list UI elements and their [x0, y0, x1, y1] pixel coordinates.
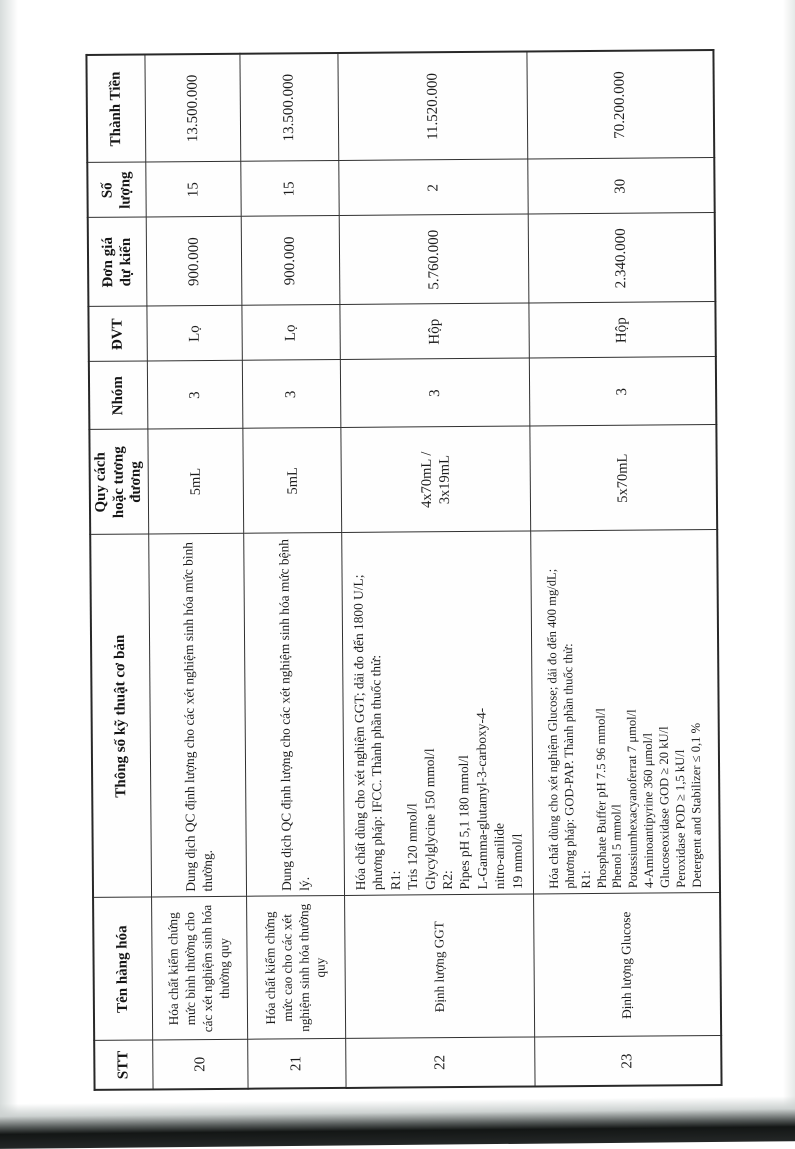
cell-quantity: 15	[146, 162, 241, 218]
table-row	[145, 54, 248, 1090]
cell-unit: Hộp	[529, 302, 715, 358]
column-header-pack: Quy cách hoặc tương đương	[89, 429, 148, 534]
cell-group: 3	[340, 358, 530, 427]
cell-name: Định lượng GGT	[345, 894, 535, 1038]
cell-unit: Lọ	[242, 305, 340, 361]
cell-unit: Lọ	[147, 306, 242, 362]
cell-unit-price: 5.760.000	[339, 214, 529, 304]
cell-total: 70.200.000	[527, 50, 714, 159]
cell-stt: 23	[535, 1036, 721, 1086]
table-row	[240, 53, 346, 1089]
scan-edge-right	[783, 0, 795, 1123]
cell-unit-price: 900.000	[241, 216, 340, 306]
table-row	[527, 50, 721, 1086]
cell-specs: Dung dịch QC định lượng cho các xét nghiệm sinh hóa mức bệnh lý.	[244, 533, 345, 897]
cell-specs: Hóa chất dùng cho xét nghiệm Glucose; dải đo đến 400 mg/dL; phương pháp: GOD-PAP. Thành phần thuốc thử: R1: Phosphate Buffer pH 7.5 96 mmol/l Phenol 5 mmol/l Potassiumhexacyanoferrat 7 μmol/l 4-Aminoantipyrine 360 μmol/l Glucoseoxidase GOD ≥ 20 kU/l Peroxidase POD ≥ 1,5 kU/l Detergent and Stabilizer ≤ 0,1 %	[531, 530, 720, 894]
column-header-stt: STT	[94, 1040, 153, 1089]
cell-stt: 22	[346, 1037, 535, 1087]
column-header-unit: ĐVT	[88, 306, 147, 361]
cell-specs: Dung dịch QC định lượng cho các xét nghiệm sinh hóa mức bình thường.	[149, 534, 247, 898]
cell-group: 3	[242, 360, 341, 429]
cell-unit-price: 2.340.000	[528, 213, 715, 303]
cell-stt: 21	[248, 1039, 346, 1089]
cell-group: 3	[529, 357, 716, 426]
column-header-specs: Thông số kỹ thuật cơ bản	[90, 534, 151, 897]
cell-name: Định lượng Glucose	[534, 893, 721, 1037]
column-header-group: Nhóm	[89, 361, 148, 429]
cell-total: 13.500.000	[240, 53, 339, 162]
column-header-total: Thành Tiền	[86, 54, 145, 162]
cell-total: 11.520.000	[338, 51, 528, 160]
column-header-quantity: Số lượng	[87, 162, 146, 217]
column-header-unit-price: Đơn giá dự kiến	[88, 217, 147, 306]
table-row	[338, 51, 535, 1087]
cell-pack: 5mL	[243, 428, 342, 534]
header-row	[86, 54, 153, 1089]
scan-edge-left	[0, 0, 18, 1123]
cell-name: Hóa chất kiểm chứng mức cao cho các xét nghiệm sinh hóa thường quy	[247, 896, 346, 1040]
cell-name: Hóa chất kiểm chứng mức bình thường cho các xét nghiệm sinh hóa thường quy	[152, 897, 248, 1041]
rotated-document-table	[85, 51, 713, 1091]
cell-pack: 5x70mL	[530, 425, 717, 531]
cell-pack: 5mL	[148, 429, 244, 535]
cell-stt: 20	[153, 1040, 248, 1090]
column-header-name: Tên hàng hóa	[93, 897, 153, 1040]
cell-unit-price: 900.000	[146, 217, 242, 307]
cell-unit: Hộp	[340, 303, 529, 359]
cell-specs: Hóa chất dùng cho xét nghiệm GGT; dải đo đến 1800 U/L; phương pháp: IFCC. Thành phần thuốc thử: R1: Tris 120 mmol/l Glycylglycine 150 mmol/l R2: Pipes pH 5,1 180 mmol/l L-Gamma-glutamyl-3-carboxy-4- nitro-anilide 19 mmol/l	[342, 531, 534, 895]
procurement-table	[85, 49, 722, 1091]
cell-quantity: 30	[528, 158, 714, 214]
cell-quantity: 2	[339, 159, 528, 215]
cell-pack: 4x70mL / 3x19mL	[341, 426, 531, 532]
cell-group: 3	[147, 361, 243, 430]
cell-quantity: 15	[241, 161, 339, 217]
cell-total: 13.500.000	[145, 54, 241, 163]
